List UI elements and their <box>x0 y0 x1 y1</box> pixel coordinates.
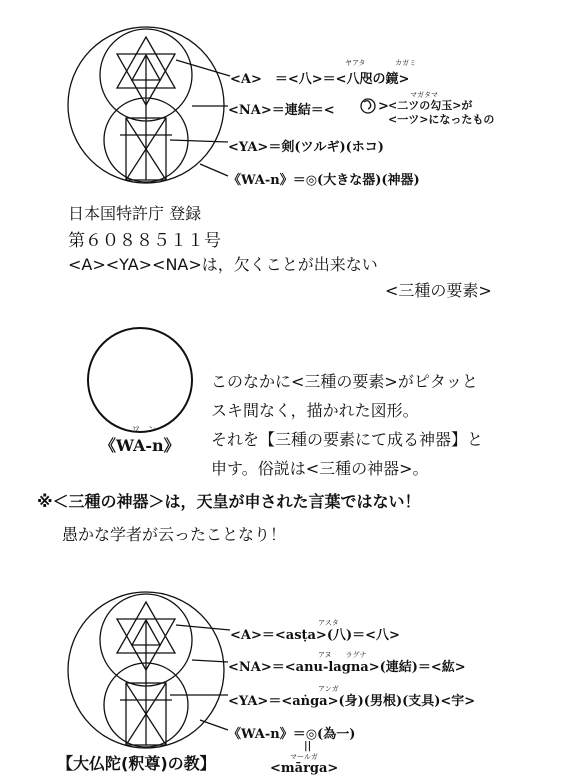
label-ya-2: <YA>＝<aṅga>(身)(男根)(支具)<宇> <box>228 694 476 709</box>
ruby-kagami: カガミ <box>395 59 416 67</box>
marga-label: <mārga> <box>270 761 339 776</box>
circle-caption: 《WA-n》 <box>100 436 180 455</box>
label-a: <A> ＝<八>＝<八咫の鏡> <box>230 72 410 87</box>
plain-circle <box>85 325 195 435</box>
sword-figure <box>120 104 172 180</box>
label-na-note2: <一ツ>になったもの <box>388 113 495 126</box>
ruby-yata: ヤアタ <box>345 59 366 67</box>
label-na: <NA>＝連結＝< <box>228 103 335 118</box>
circle-text1: このなかに<三種の要素>がピタッと <box>211 372 478 391</box>
circle-text4: 申す。俗説は<三種の神器>。 <box>211 459 429 478</box>
label-wan-2: 《WA-n》＝◎(為一) <box>228 727 356 742</box>
patent-line3: <A><YA><NA>は，欠くことが出来ない <box>68 255 378 274</box>
ruby-magatama: マガタマ <box>410 91 438 99</box>
ruby-anu-lagna: アヌ ラグナ <box>318 651 367 659</box>
circle-text3: それを【三種の要素にて成る神器】と <box>211 430 484 449</box>
equals-vertical: || <box>304 741 312 752</box>
label-na-2: <NA>＝<anu-lagna>(連結)＝<紘> <box>228 660 466 675</box>
note-line1: ※＜三種の神器＞は，天皇が申された言葉ではない！ <box>37 492 421 511</box>
ruby-anga: アンガ <box>318 685 339 693</box>
magatama-icon <box>361 99 375 113</box>
patent-line2: 第６０８８５１１号 <box>68 231 221 251</box>
label-wan: 《WA-n》＝◎(大きな器)(神器) <box>228 173 420 188</box>
patent-line1: 日本国特許庁 登録 <box>68 204 202 223</box>
ruby-asta: アスタ <box>318 619 339 627</box>
pointer-lines-2 <box>170 625 230 730</box>
label-ya: <YA>＝剣(ツルギ)(ホコ) <box>228 140 384 155</box>
footer-title: 【大仏陀(釈尊)の教】 <box>57 754 216 773</box>
hexagram-2 <box>117 602 175 670</box>
caption-ruby: ワ ン <box>132 425 156 434</box>
sword-figure-2 <box>120 669 172 745</box>
ruby-marga: マールガ <box>290 753 318 761</box>
label-na-tail: > <box>378 99 389 114</box>
label-na-note1: <二ツの勾玉>が <box>388 99 473 112</box>
symbol-diagram-bottom <box>0 580 581 780</box>
note-line2: 愚かな学者が云ったことなり！ <box>62 525 287 544</box>
circle-text2: スキ間なく，描かれた図形。 <box>211 401 419 420</box>
patent-line4: <三種の要素> <box>385 281 492 300</box>
pointer-lines <box>170 60 230 176</box>
label-a-2: <A>＝<asṭa>(八)＝<八> <box>230 628 400 643</box>
hexagram <box>117 37 175 105</box>
